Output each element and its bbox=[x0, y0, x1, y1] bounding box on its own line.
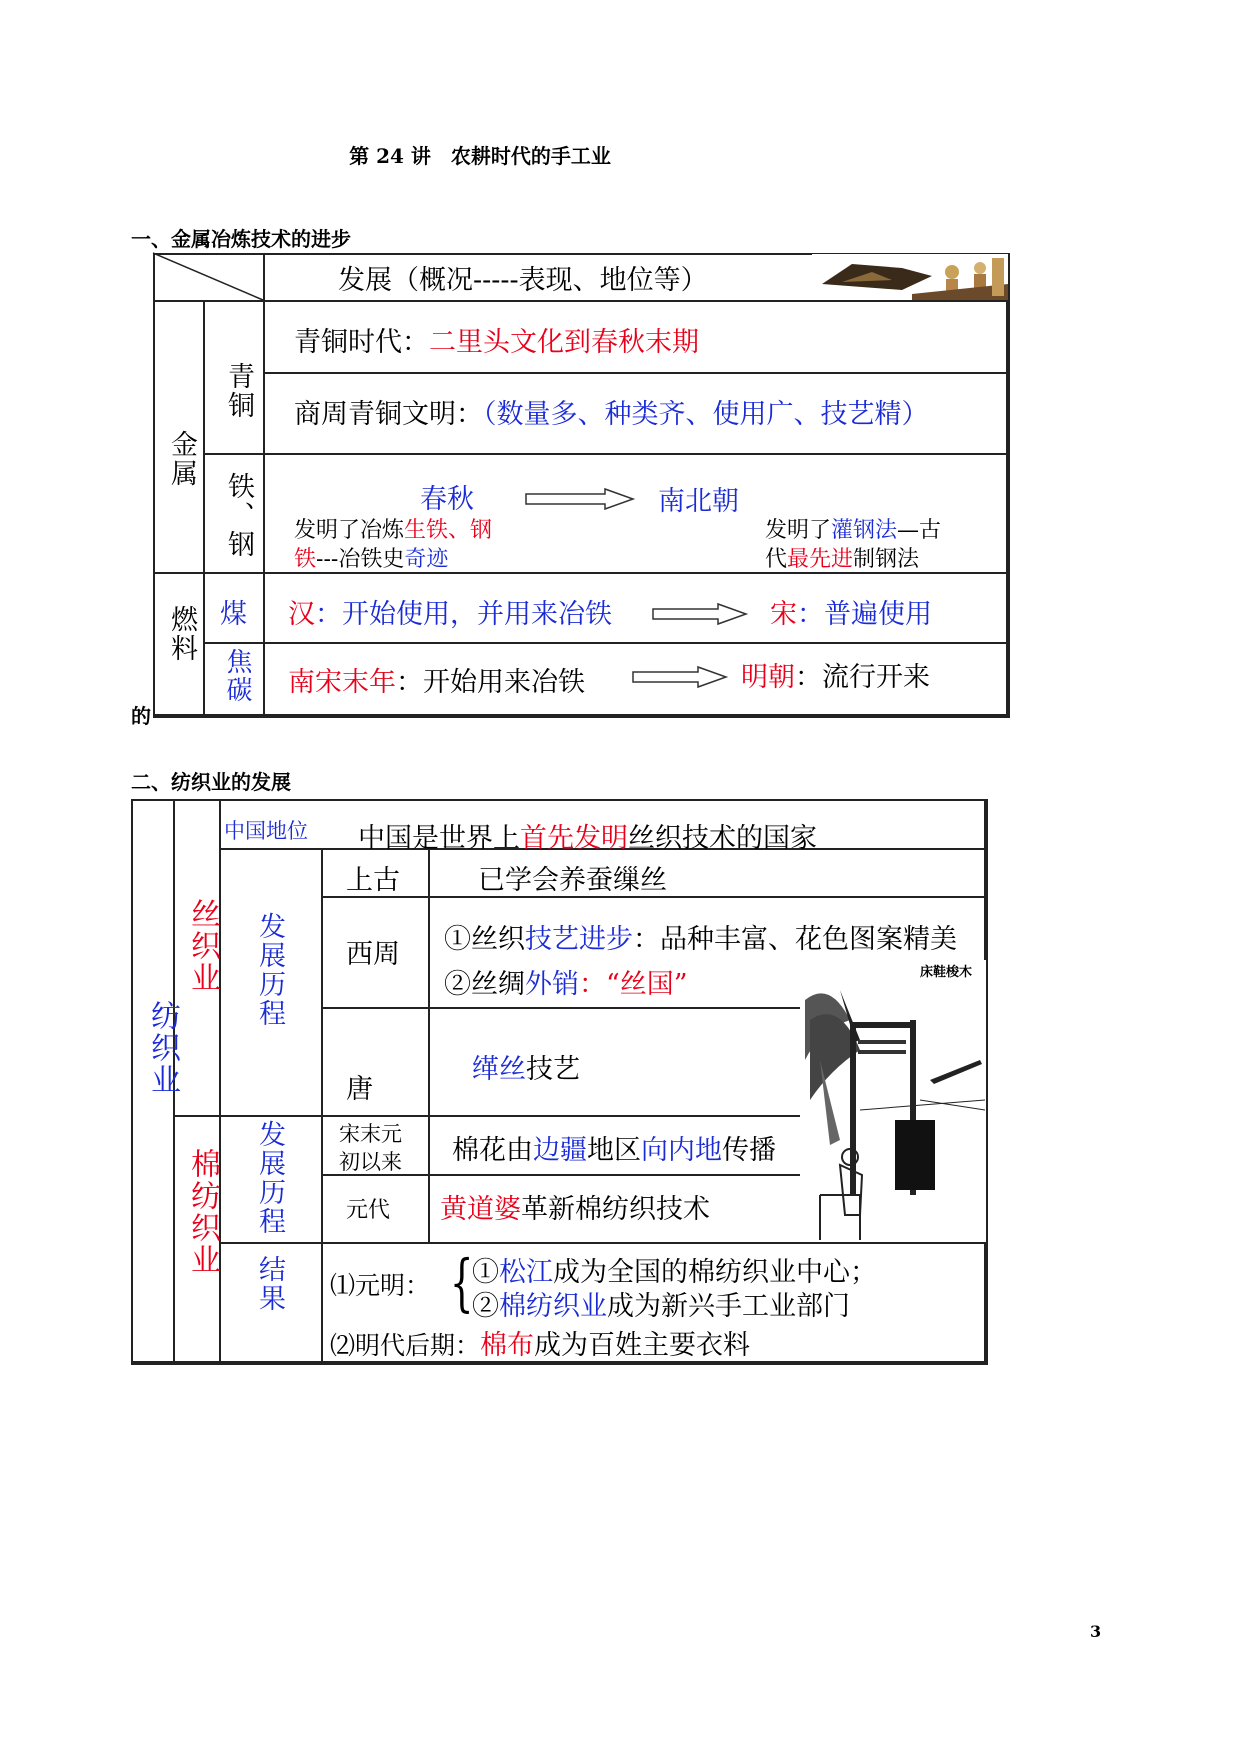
coke-from: 南宋末年：开始用来冶铁 bbox=[288, 667, 585, 698]
china-status-label: 中国地位 bbox=[224, 819, 308, 843]
metal-label: 金属 bbox=[166, 430, 197, 488]
smelting-illustration bbox=[812, 254, 1008, 300]
coke-to: 明朝：流行开来 bbox=[741, 662, 930, 693]
coke-label: 焦碳 bbox=[222, 648, 252, 704]
iron-steel-label: 铁、钢 bbox=[223, 472, 254, 559]
section1-heading: 一、金属冶炼技术的进步 bbox=[131, 227, 351, 251]
loom-caption: 床鞋梭木 bbox=[920, 965, 973, 980]
bronze-row1-prefix: 青铜时代： bbox=[294, 327, 429, 358]
stray-char: 的 bbox=[131, 704, 151, 728]
loom-illustration bbox=[800, 960, 986, 1242]
coal-to: 宋：普遍使用 bbox=[770, 599, 932, 630]
section2-heading: 二、纺织业的发展 bbox=[131, 770, 291, 794]
bronze-row2-prefix: 商周青铜文明： bbox=[294, 399, 483, 430]
coal-from: 汉：开始使用，并用来冶铁 bbox=[288, 599, 612, 630]
silk-dev-label: 发展历程 bbox=[254, 912, 285, 1028]
fuel-label: 燃料 bbox=[166, 605, 197, 663]
header-diagonal bbox=[153, 253, 265, 301]
result1-prefix: ⑴元明： bbox=[330, 1271, 431, 1300]
silk-label: 丝织业 bbox=[185, 898, 220, 994]
arrow-icon bbox=[525, 488, 635, 510]
iron-to: 南北朝 bbox=[658, 486, 739, 517]
brace-icon: { bbox=[449, 1246, 474, 1319]
cotton-row-2: 黄道婆革新棉纺织技术 bbox=[440, 1194, 710, 1225]
silk-row-tang: 缂丝技艺 bbox=[472, 1054, 580, 1085]
result1-b: ②棉纺织业成为新兴手工业部门 bbox=[472, 1291, 850, 1322]
silk-row-xizhou-2: ②丝绸外销：“丝国” bbox=[444, 969, 688, 1000]
textile-label: 纺织业 bbox=[145, 1000, 180, 1096]
era-yuan: 元代 bbox=[346, 1198, 391, 1223]
era-tang: 唐 bbox=[346, 1074, 373, 1105]
bronze-row1-value: 二里头文化到春秋末期 bbox=[429, 327, 699, 358]
silk-row-shanggu: 已学会养蚕缫丝 bbox=[478, 865, 667, 896]
bronze-row2 bbox=[294, 392, 929, 431]
result1-a: ①松江成为全国的棉纺织业中心； bbox=[472, 1257, 877, 1288]
era-xizhou: 西周 bbox=[346, 939, 400, 970]
iron-left-text: 发明了冶炼生铁、钢 铁---冶铁史奇迹 bbox=[294, 518, 493, 572]
cotton-dev-label: 发展历程 bbox=[254, 1120, 285, 1236]
result2: ⑵明代后期：棉布成为百姓主要衣料 bbox=[330, 1330, 751, 1361]
bronze-row2-value: （数量多、种类齐、使用广、技艺精） bbox=[483, 399, 929, 430]
bronze-label: 青铜 bbox=[223, 362, 254, 420]
arrow-icon bbox=[652, 603, 748, 625]
era-songmo: 宋末元初以来 bbox=[339, 1122, 402, 1174]
result-label: 结果 bbox=[254, 1255, 285, 1313]
silk-row-xizhou-1: ①丝织技艺进步：品种丰富、花色图案精美 bbox=[444, 924, 957, 955]
arrow-icon bbox=[632, 666, 728, 688]
iron-from: 春秋 bbox=[420, 484, 474, 515]
era-shanggu: 上古 bbox=[346, 865, 400, 896]
header-text: 发展（概况-----表现、地位等） bbox=[338, 265, 708, 296]
bronze-row1 bbox=[294, 320, 699, 359]
iron-right-text: 发明了灌钢法—古 代最先进制钢法 bbox=[765, 518, 942, 572]
cotton-label: 棉纺织业 bbox=[185, 1148, 220, 1276]
page-title: 第 24 讲 农耕时代的手工业 bbox=[349, 144, 611, 168]
coal-label: 煤 bbox=[220, 599, 247, 630]
cotton-row-1: 棉花由边疆地区向内地传播 bbox=[452, 1135, 776, 1166]
page-number: 3 bbox=[1090, 1622, 1102, 1641]
china-status-text: 中国是世界上首先发明丝织技术的国家 bbox=[358, 823, 817, 854]
